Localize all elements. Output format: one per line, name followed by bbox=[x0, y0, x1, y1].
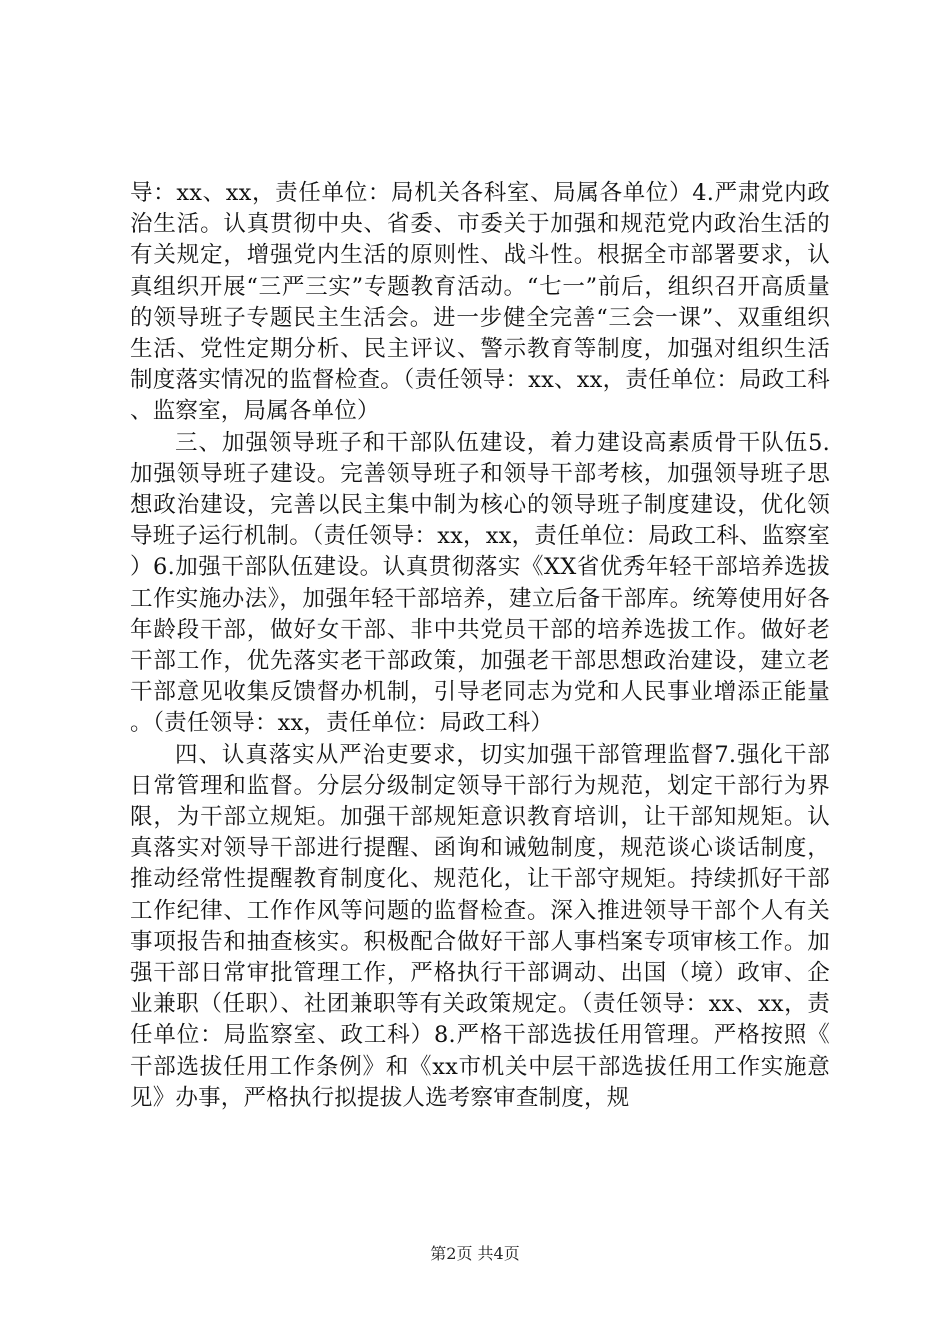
paragraph-3: 四、认真落实从严治吏要求，切实加强干部管理监督7.强化干部日常管理和监督。分层分级制定领导干部行为规范，划定干部行为界限，为干部立规矩。加强干部规矩意识教育培训，让干部知规矩。认真落实对领导干部进行提醒、函询和诫勉制度，规范谈心谈话制度，推动经常性提醒教育制度化、规范化，让干部守规矩。持续抓好干部工作纪律、工作作风等问题的监督检查。深入推进领导干部个人有关事项报告和抽查核实。积极配合做好干部人事档案专项审核工作。加强干部日常审批管理工作，严格执行干部调动、出国（境）政审、企业兼职（任职）、社团兼职等有关政策规定。（责任领导：xx、xx，责任单位：局监察室、政工科）8.严格干部选拔任用管理。严格按照《干部选拔任用工作条例》和《xx市机关中层干部选拔任用工作实施意见》办事，严格执行拟提拔人选考察审查制度，规 bbox=[130, 741, 830, 1111]
document-body bbox=[130, 178, 830, 1114]
page-footer: 第2页 共4页 bbox=[430, 1244, 520, 1263]
paragraph-1: 导：xx、xx，责任单位：局机关各科室、局属各单位）4.严肃党内政治生活。认真贯彻中央、省委、市委关于加强和规范党内政治生活的有关规定，增强党内生活的原则性、战斗性。根据全市部署要求，认真组织开展“三严三实”专题教育活动。“七一”前后，组织召开高质量的领导班子专题民主生活会。进一步健全完善“三会一课”、双重组织生活、党性定期分析、民主评议、警示教育等制度，加强对组织生活制度落实情况的监督检查。（责任领导：xx、xx，责任单位：局政工科、监察室，局属各单位） bbox=[130, 180, 830, 425]
paragraph-2: 三、加强领导班子和干部队伍建设，着力建设高素质骨干队伍5.加强领导班子建设。完善领导班子和领导干部考核，加强领导班子思想政治建设，完善以民主集中制为核心的领导班子制度建设，优化领导班子运行机制。（责任领导：xx，xx，责任单位：局政工科、监察室）6.加强干部队伍建设。认真贯彻落实《XX省优秀年轻干部培养选拔工作实施办法》，加强年轻干部培养，建立后备干部库。统筹使用好各年龄段干部，做好女干部、非中共党员干部的培养选拔工作。做好老干部工作，优先落实老干部政策，加强老干部思想政治建设，建立老干部意见收集反馈督办机制，引导老同志为党和人民事业增添正能量。（责任领导：xx，责任单位：局政工科） bbox=[130, 429, 830, 737]
